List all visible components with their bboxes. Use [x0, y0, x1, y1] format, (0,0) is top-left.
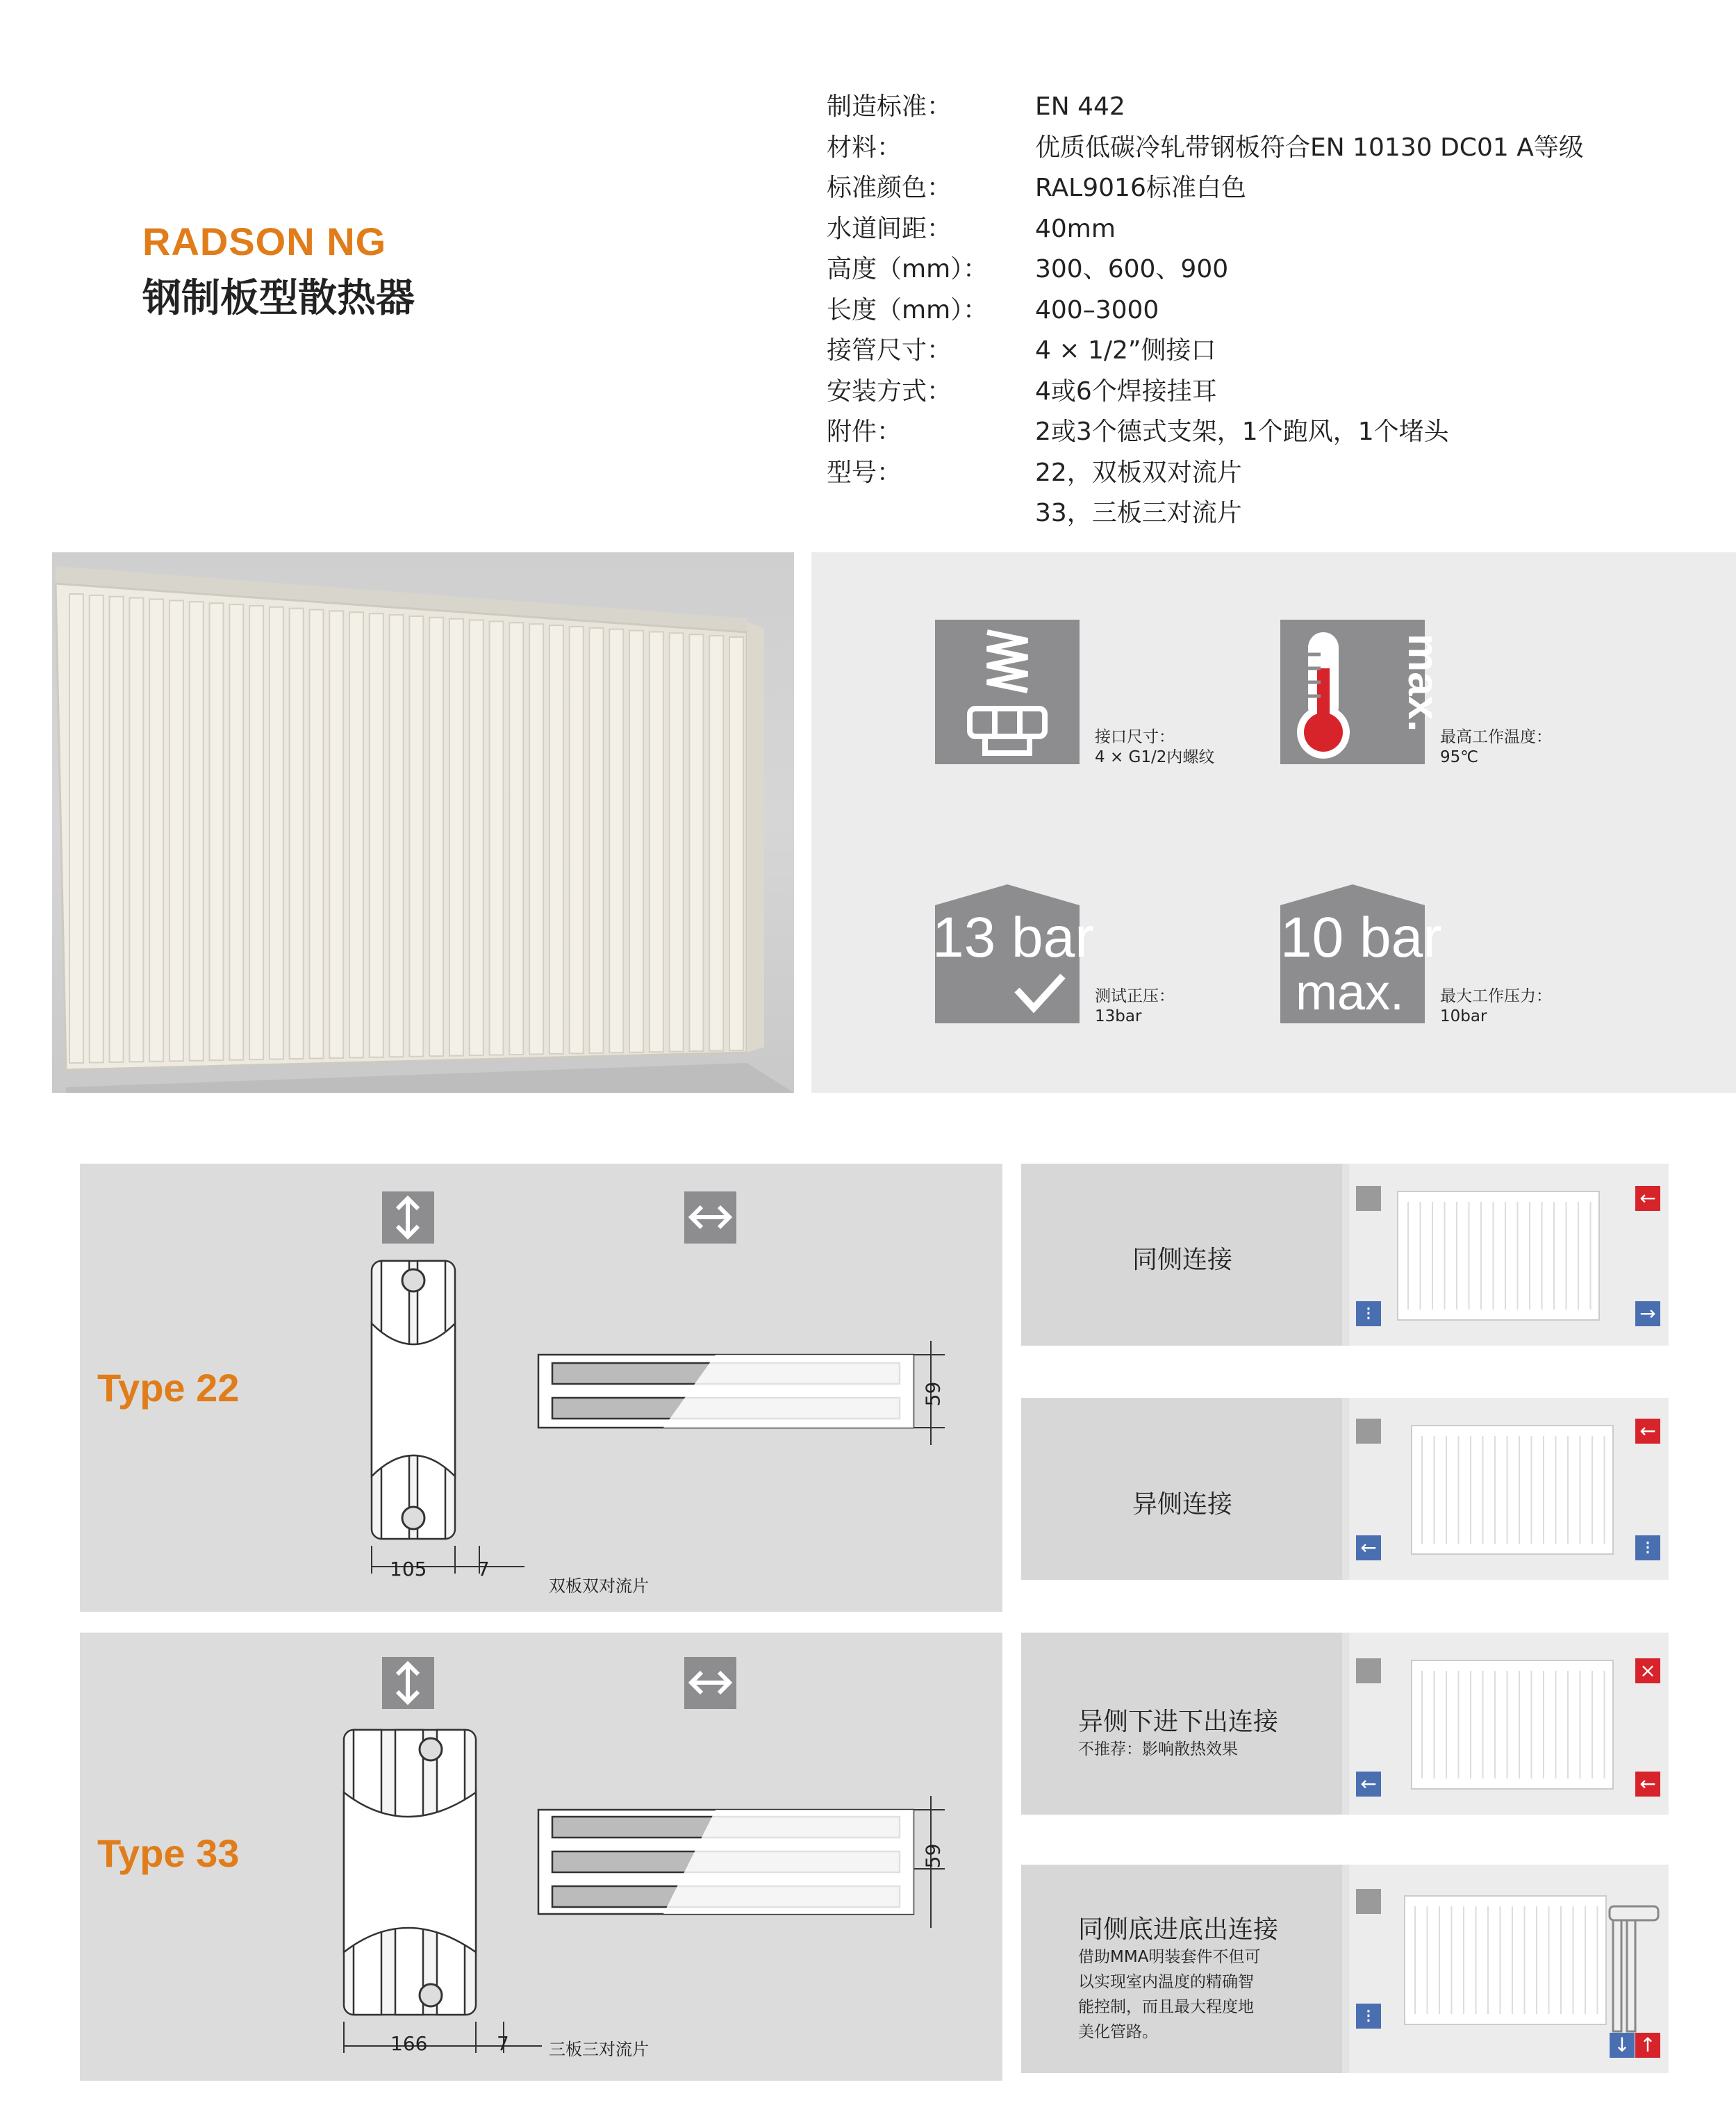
type-33-title: Type 33	[97, 1831, 240, 1875]
test-pressure-caption	[1095, 987, 1175, 1027]
radiator-rib	[470, 620, 483, 1056]
radiator-rib	[370, 613, 383, 1057]
radiator-rib	[650, 632, 663, 1052]
spec-value: EN 442	[1035, 92, 1125, 121]
spec-row	[827, 493, 1584, 534]
connection-note: 不推荐：影响散热效果	[1078, 1740, 1238, 1758]
max-pressure-caption-value: 10bar	[1440, 1007, 1487, 1025]
product-subtitle: 钢制板型散热器	[142, 276, 415, 321]
spec-label: 标准颜色：	[827, 174, 952, 202]
radiator-rib	[170, 600, 183, 1061]
connection-diagram	[1349, 1633, 1669, 1815]
spec-row	[827, 87, 1584, 128]
spec-value: 22，双板双对流片	[1035, 458, 1242, 487]
mini-radiator	[1391, 1188, 1606, 1327]
type-33-panel	[80, 1633, 1002, 2081]
radiator-rib	[329, 611, 343, 1057]
mini-radiator	[1398, 1892, 1613, 2031]
radiator-rib	[490, 621, 504, 1055]
connection-diagram	[1349, 1164, 1669, 1346]
type-33-depth-dimension: 166	[390, 2032, 428, 2055]
spec-list	[827, 87, 1584, 534]
inlet-arrow-icon: ←	[1635, 1419, 1660, 1444]
type-33-top-section	[535, 1796, 952, 1928]
spec-value: 2或3个德式支架，1个跑风，1个堵头	[1035, 418, 1449, 446]
radiator-rib	[270, 607, 283, 1059]
radiator-rib	[390, 615, 404, 1057]
max-pressure-caption-title: 最大工作压力：	[1440, 987, 1552, 1005]
spec-row	[827, 372, 1584, 413]
type-22-depth-dimension: 105	[390, 1558, 427, 1581]
radiator-rib	[709, 636, 723, 1050]
radiator-rib	[429, 618, 443, 1056]
spec-label: 型号：	[827, 458, 902, 487]
vertical-arrow-icon	[382, 1191, 434, 1244]
spec-label: 制造标准：	[827, 92, 952, 121]
inlet-arrow-icon: ←	[1635, 1186, 1660, 1211]
connection-same-side-bottom	[1021, 1865, 1669, 2073]
spec-row	[827, 249, 1584, 290]
radiator-rib	[190, 602, 204, 1060]
connection-same-side	[1021, 1164, 1669, 1346]
air-vent-icon	[1356, 1658, 1381, 1683]
spec-row	[827, 168, 1584, 209]
radiator-rib	[409, 616, 423, 1057]
inlet-arrow-icon: ↑	[1635, 2033, 1660, 2058]
spec-value: 4 × 1/2”侧接口	[1035, 336, 1216, 365]
connection-caption	[1095, 727, 1214, 768]
connection-title: 异侧连接	[1132, 1490, 1233, 1519]
spec-label: 材料：	[827, 133, 902, 162]
connection-title: 同侧连接	[1132, 1246, 1233, 1274]
type-22-top-section	[535, 1341, 952, 1445]
radiator-rib	[110, 597, 124, 1062]
radiator-rib	[670, 633, 684, 1051]
connection-title: 异侧下进下出连接	[1078, 1708, 1279, 1736]
thread-connection-icon	[935, 620, 1080, 764]
radiator-rib	[509, 622, 523, 1055]
spec-row	[827, 331, 1584, 372]
connection-note	[1078, 1945, 1260, 2045]
temperature-icon-text: max.	[1399, 634, 1447, 732]
radiator-rib	[529, 624, 543, 1054]
horizontal-arrow-icon	[684, 1191, 736, 1244]
outlet-arrow-icon: →	[1635, 1301, 1660, 1326]
type-22-side-section	[358, 1254, 538, 1574]
spec-label: 安装方式：	[827, 377, 952, 406]
connection-title: 同侧底进底出连接	[1078, 1915, 1279, 1944]
spec-label: 长度（mm）：	[827, 295, 989, 324]
plug-icon: ⁝	[1635, 1535, 1660, 1560]
connection-label-area	[1021, 1398, 1342, 1580]
connection-note-line: 借助MMA明装套件不但可	[1078, 1948, 1261, 1966]
test-pressure-caption-title: 测试正压：	[1095, 987, 1175, 1005]
connection-caption-title: 接口尺寸：	[1095, 728, 1175, 746]
vertical-arrow-icon	[382, 1657, 434, 1709]
brand-title: RADSON NG	[142, 220, 387, 263]
spec-value: RAL9016标准白色	[1035, 174, 1246, 202]
connection-label-area	[1021, 1633, 1342, 1815]
horizontal-arrow-icon	[684, 1657, 736, 1709]
mini-radiator	[1405, 1657, 1620, 1796]
connection-note-line: 以实现室内温度的精确智	[1078, 1973, 1254, 1991]
max-pressure-icon	[1280, 879, 1442, 1023]
spec-value: 400–3000	[1035, 295, 1159, 324]
type-22-fin-dimension: 59	[921, 1381, 945, 1407]
radiator-rib	[349, 612, 363, 1057]
spec-value: 40mm	[1035, 214, 1116, 243]
connection-opposite-bottom	[1021, 1633, 1669, 1815]
radiator-rib	[129, 598, 143, 1062]
max-pressure-icon-text: 10 bar	[1280, 906, 1442, 969]
radiator-rib	[589, 628, 603, 1053]
connection-label-area	[1021, 1164, 1342, 1346]
connection-opposite-side	[1021, 1398, 1669, 1580]
type-22-title: Type 22	[97, 1366, 240, 1410]
connection-diagram	[1349, 1398, 1669, 1580]
radiator-rib	[249, 606, 263, 1059]
spec-row	[827, 290, 1584, 331]
spec-row	[827, 209, 1584, 250]
air-vent-icon	[1356, 1419, 1381, 1444]
type-33-fin-dimension: 59	[921, 1843, 945, 1869]
outlet-arrow-icon: ←	[1356, 1772, 1381, 1797]
connection-diagram	[1349, 1865, 1669, 2073]
connection-caption-value: 4 × G1/2内螺纹	[1095, 748, 1215, 766]
air-vent-icon	[1356, 1186, 1381, 1211]
connection-note-line: 美化管路。	[1078, 2023, 1158, 2041]
air-vent-icon	[1356, 1889, 1381, 1914]
type-33-side-section	[337, 1723, 545, 2056]
max-pressure-caption	[1440, 987, 1552, 1027]
type-22-panel	[80, 1164, 1002, 1612]
radiator-rib	[309, 610, 323, 1059]
spec-row	[827, 412, 1584, 453]
radiator-rib	[549, 625, 563, 1054]
radiator-rib	[90, 595, 104, 1063]
radiator-rib	[570, 627, 584, 1053]
product-photo	[52, 552, 794, 1093]
spec-label: 附件：	[827, 418, 902, 446]
radiator-rib	[689, 634, 703, 1051]
radiator-rib	[69, 594, 83, 1063]
radiator-rib	[229, 604, 243, 1060]
inlet-arrow-icon: ←	[1635, 1772, 1660, 1797]
spec-row	[827, 128, 1584, 169]
type-22-caption: 双板双对流片	[549, 1576, 649, 1596]
radiator-rib	[609, 629, 623, 1053]
type-22-gap-dimension: 7	[477, 1558, 490, 1581]
connection-note-line: 能控制，而且最大程度地	[1078, 1998, 1254, 2016]
spec-value: 300、600、900	[1035, 255, 1229, 283]
radiator-rib	[149, 600, 163, 1062]
radiator-rib	[729, 637, 743, 1050]
test-pressure-icon	[932, 879, 1094, 1023]
spec-value: 优质低碳冷轧带钢板符合EN 10130 DC01 A等级	[1035, 133, 1584, 162]
outlet-arrow-icon: ←	[1356, 1535, 1381, 1560]
radiator-rib	[290, 609, 304, 1059]
spec-row	[827, 453, 1584, 494]
mma-valve-kit	[1606, 1892, 1662, 2038]
radiator-rib	[629, 631, 643, 1053]
spec-label	[827, 493, 1035, 534]
radiator-rib	[210, 603, 224, 1060]
spec-value: 33，三板三对流片	[1035, 499, 1242, 527]
test-pressure-icon-text: 13 bar	[932, 906, 1094, 969]
max-pressure-icon-text2: max.	[1296, 965, 1405, 1021]
plug-icon: ⁝	[1356, 1301, 1381, 1326]
temperature-caption-title: 最高工作温度：	[1440, 728, 1552, 746]
mini-radiator	[1405, 1422, 1620, 1561]
temperature-caption	[1440, 727, 1552, 768]
radiator-illustration	[52, 552, 794, 1093]
blocked-icon: ×	[1635, 1658, 1660, 1683]
spec-label: 高度（mm）：	[827, 255, 989, 283]
plug-icon: ⁝	[1356, 2004, 1381, 2029]
temperature-caption-value: 95℃	[1440, 748, 1479, 766]
type-33-caption: 三板三对流片	[549, 2040, 649, 2059]
outlet-arrow-icon: ↓	[1610, 2033, 1635, 2058]
radiator-rib	[449, 619, 463, 1056]
spec-value: 4或6个焊接挂耳	[1035, 377, 1217, 406]
thermometer-icon	[1280, 620, 1447, 764]
spec-label: 水道间距：	[827, 214, 952, 243]
connection-label-area	[1021, 1865, 1342, 2073]
type-33-gap-dimension: 7	[497, 2032, 509, 2055]
spec-label: 接管尺寸：	[827, 336, 952, 365]
test-pressure-caption-value: 13bar	[1095, 1007, 1142, 1025]
feature-panel	[811, 552, 1736, 1093]
